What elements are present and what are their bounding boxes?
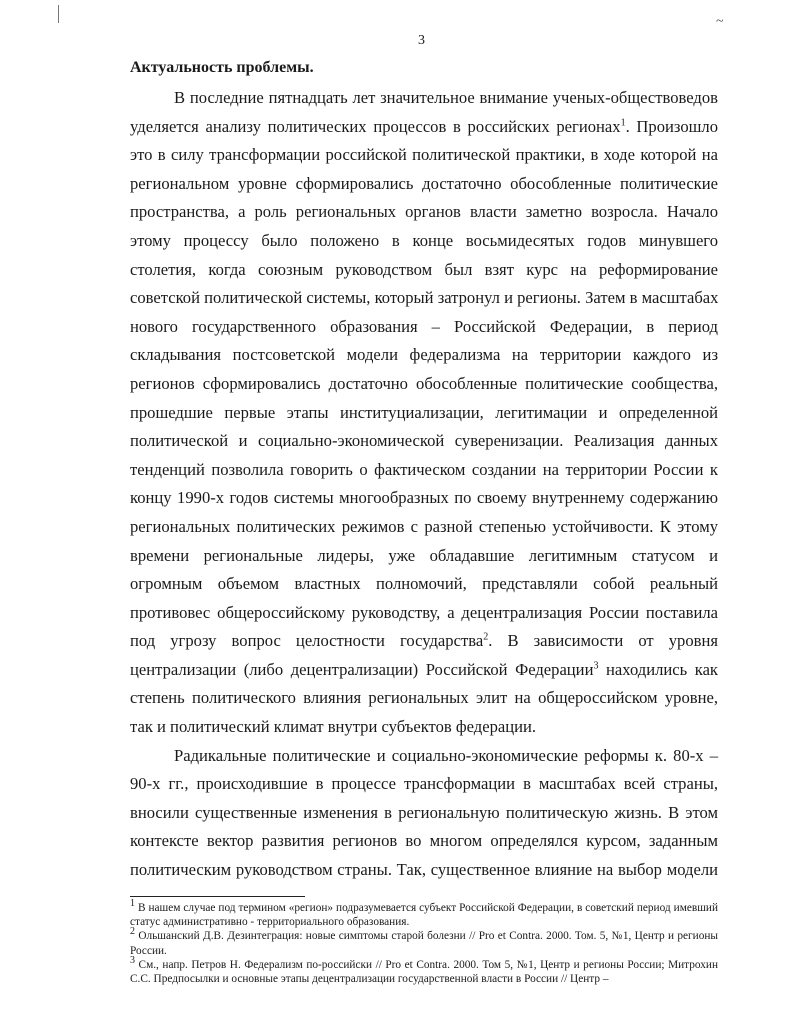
paragraph-line: контексте вектор развития регионов во многом определялся курсом, заданным (130, 831, 718, 851)
paragraph-line: концу 1990-х годов системы многообразных по своему внутреннему содержанию (130, 488, 718, 508)
footnote-ref: 1 (620, 117, 626, 129)
footnote-1: $^1$ В нашем случае под термином «регион» подразумевается субъект Российской Федерации, в советский период имевший статус административно - территориального образования. (130, 898, 718, 929)
paragraph-line: Радикальные политические и социально-экономические реформы к. 80-х – (174, 745, 718, 765)
paragraph-line: нового государственного образования – Российской Федерации, в период (130, 316, 718, 336)
paragraph-line: этому процессу было положено в конце восьмидесятых годов минувшего (130, 230, 718, 250)
paragraph-line: политическим руководством страны. Так, существенное влияние на выбор модели (130, 860, 718, 880)
paragraph-line: противовес общероссийскому руководству, а децентрализация России поставила (130, 602, 718, 622)
paragraph-line: В последние пятнадцать лет значительное внимание ученых-обществоведов (174, 88, 718, 107)
footnote-separator (130, 896, 305, 897)
paragraph-line: централизации (либо децентрализации) Российской Федерации$^3$ находились как (130, 659, 718, 679)
scan-mark-right: ~ (716, 14, 724, 29)
paragraph-line: огромным объемом властных полномочий, представляли собой реальный (130, 574, 718, 594)
paragraph-line: регионов сформировались достаточно обособленные политические сообщества, (130, 373, 718, 393)
paragraph-line: под угрозу вопрос целостности государства$^2$. В зависимости от уровня (130, 631, 718, 651)
paragraph-line: столетия, когда союзным руководством был взят курс на реформирование (130, 259, 718, 279)
paragraph-line: так и политический климат внутри субъектов федерации. (130, 717, 537, 737)
footnotes (130, 898, 718, 986)
page-number: 3 (418, 33, 425, 48)
section-heading: Актуальность проблемы. (130, 59, 314, 76)
paragraph-line: складывания постсоветской модели федерализма на территории каждого из (130, 345, 718, 365)
paragraph-line: вносили существенные изменения в региональную политическую жизнь. В этом (130, 802, 718, 822)
footnote-ref: 3 (593, 660, 599, 672)
paragraph-line: уделяется анализу политических процессов в российских регионах$^1$. Произошло (130, 116, 718, 136)
body-text (130, 84, 718, 885)
footnote-2: $^2$ Ольшанский Д.В. Дезинтеграция: новые симптомы старой болезни // Pro et Contra. 2000. Том. 5, №1, Центр и регионы России. (130, 926, 718, 957)
paragraph-line: степень политического влияния региональных элит на общероссийском уровне, (130, 688, 718, 708)
paragraph-line: это в силу трансформации российской политической практики, в ходе которой на (130, 145, 718, 165)
footnote-3: $^3$ См., напр. Петров Н. Федерализм по-российски // Pro et Contra. 2000. Том 5, №1, Центр и регионы России; Митрохин С.С. Предпосылки и основные этапы децентрализации государственной власти в России // Центр – (130, 955, 718, 986)
paragraph-line: тенденций позволила говорить о фактическом создании на территории России к (130, 459, 718, 479)
paragraph-line: пространства, а роль региональных органов власти заметно возросла. Начало (130, 202, 718, 222)
footnote-ref: 2 (483, 631, 489, 643)
paragraph-line: региональном уровне сформировались достаточно обособленные политические (130, 173, 718, 193)
paragraph-line: 90-х гг., происходившие в процессе трансформации в масштабах всей страны, (130, 774, 718, 794)
paragraph-line: времени региональные лидеры, уже обладавшие легитимным статусом и (130, 545, 718, 565)
paragraph-line: региональных политических режимов с разной степенью устойчивости. К этому (130, 516, 718, 536)
paragraph-line: прошедшие первые этапы институциализации, легитимации и определенной (130, 402, 718, 422)
paragraph-line: советской политической системы, который затронул и регионы. Затем в масштабах (130, 288, 719, 308)
scan-mark-left (58, 5, 59, 23)
paragraph-line: политической и социально-экономической суверенизации. Реализация данных (130, 431, 718, 451)
